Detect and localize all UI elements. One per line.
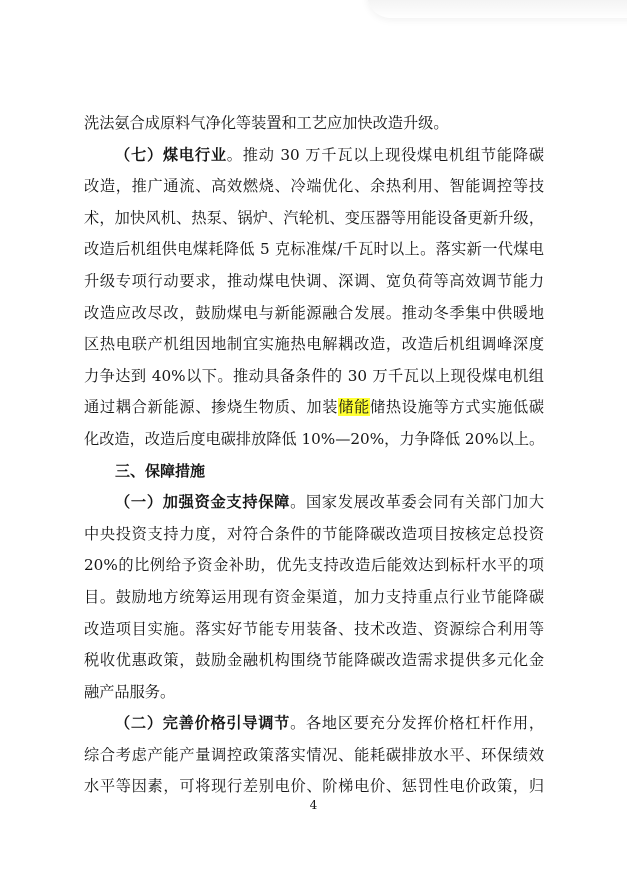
text-line: 改造，推广通流、高效燃烧、冷端优化、余热利用、智能调控等技: [84, 177, 544, 196]
text-line: 融产品服务。: [84, 682, 176, 701]
text-line: 水平等因素，可将现行差别电价、阶梯电价、惩罚性电价政策，归: [84, 777, 544, 796]
text-line: 20%的比例给予资金补助，优先支持改造后能效达到标杆水平的项: [84, 556, 544, 575]
text-line: 中央投资支持力度，对符合条件的节能降碳改造项目按核定总投资: [84, 524, 544, 543]
text-line: （七）煤电行业。推动 30 万千瓦以上现役煤电机组节能降碳: [115, 145, 545, 164]
text-line: 升级专项行动要求，推动煤电快调、深调、宽负荷等高效调节能力: [84, 271, 544, 290]
text-line: 通过耦合新能源、掺烧生物质、加装储能储热设施等方式实施低碳: [84, 398, 545, 417]
text-line: （一）加强资金支持保障。国家发展改革委会同有关部门加大: [115, 493, 545, 512]
section-heading: 三、保障措施: [115, 461, 206, 480]
text-line: 力争达到 40%以下。推动具备条件的 30 万千瓦以上现役煤电机组: [84, 366, 544, 385]
text-line: 改造后机组供电煤耗降低 5 克标准煤/千瓦时以上。落实新一代煤电: [84, 240, 544, 259]
highlighted-text: 储能: [338, 398, 370, 417]
text-line: 化改造，改造后度电碳排放降低 10%—20%，力争降低 20%以上。: [84, 429, 545, 448]
page-number: 4: [309, 798, 318, 812]
text-line: 洗法氨合成原料气净化等装置和工艺应加快改造升级。: [84, 114, 449, 132]
text-line: 改造应改尽改，鼓励煤电与新能源融合发展。推动冬季集中供暖地: [84, 303, 544, 322]
text-line: 改造项目实施。落实好节能专用装备、技术改造、资源综合利用等: [84, 619, 544, 638]
text-line: 目。鼓励地方统筹运用现有资金渠道，加力支持重点行业节能降碳: [84, 587, 544, 606]
text-line: 税收优惠政策，鼓励金融机构围绕节能降碳改造需求提供多元化金: [84, 651, 544, 670]
text-line: （二）完善价格引导调节。各地区要充分发挥价格杠杆作用，: [115, 714, 545, 733]
text-line: 术，加快风机、热泵、锅炉、汽轮机、变压器等用能设备更新升级，: [84, 208, 544, 227]
text-line: 综合考虑产能产量调控政策落实情况、能耗碳排放水平、环保绩效: [84, 745, 544, 764]
document-body: [84, 108, 544, 803]
text-line: 区热电联产机组因地制宜实施热电解耦改造，改造后机组调峰深度: [84, 335, 544, 354]
page-corner-shadow: [367, 0, 627, 18]
